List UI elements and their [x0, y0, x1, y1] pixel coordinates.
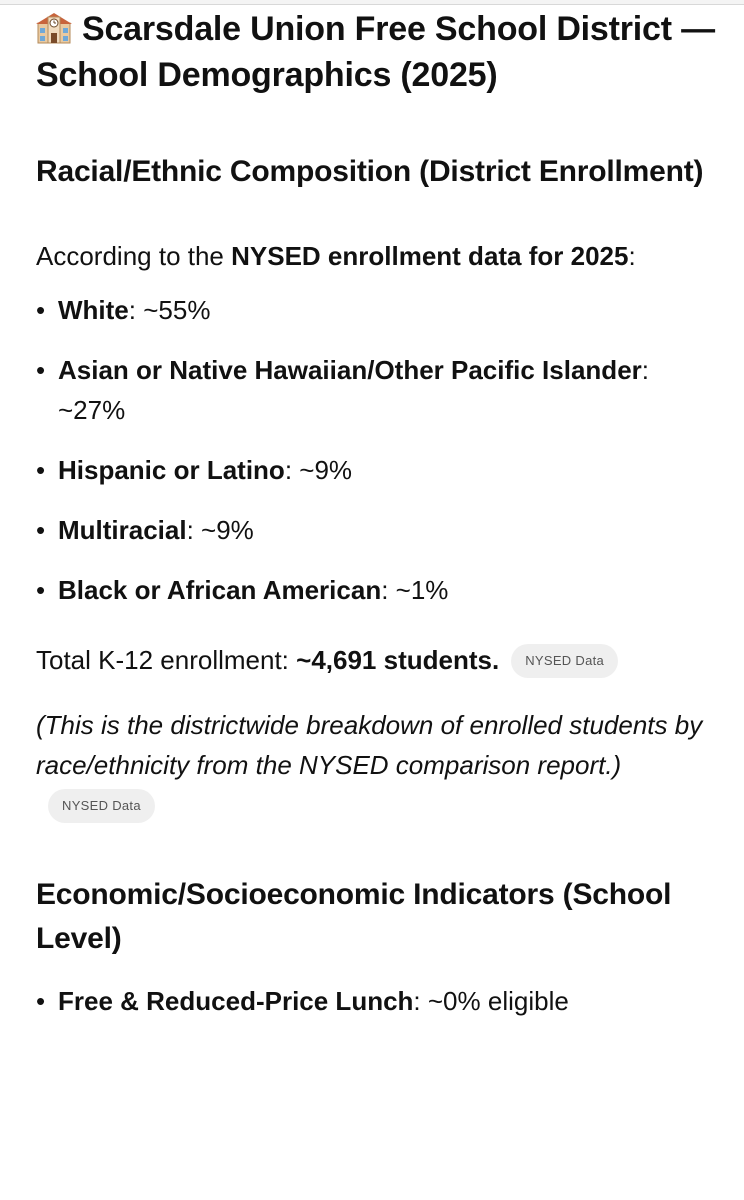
school-building-icon	[36, 9, 72, 45]
article-content	[36, 6, 716, 1041]
list-item	[36, 350, 716, 430]
item-value: : ~55%	[128, 295, 211, 325]
item-value: : ~27%	[58, 355, 650, 425]
note-text: (This is the districtwide breakdown of enrolled students by race/ethnicity from the NYSED comparison report.)	[36, 710, 703, 780]
list-item	[36, 510, 716, 550]
item-value: : ~0% eligible	[413, 986, 569, 1016]
intro-prefix: According to the	[36, 241, 232, 271]
item-label: Hispanic or Latino	[58, 455, 285, 485]
item-label: Asian or Native Hawaiian/Other Pacific Islander	[58, 355, 642, 385]
source-badge[interactable]: NYSED Data	[511, 644, 618, 678]
racial-composition-heading: Racial/Ethnic Composition (District Enrollment)	[36, 155, 704, 188]
item-value: : ~1%	[381, 575, 449, 605]
item-label: Black or African American	[58, 575, 382, 605]
total-enrollment	[36, 640, 716, 680]
bullet: •	[36, 575, 46, 605]
item-value: : ~9%	[186, 515, 254, 545]
page-title-text: Scarsdale Union Free School District — School Demographics (2025)	[36, 10, 715, 94]
page-title	[36, 6, 716, 98]
economic-indicators-list	[36, 981, 716, 1021]
top-divider	[0, 0, 744, 5]
list-item	[36, 450, 716, 490]
bullet: •	[36, 355, 46, 385]
intro-source: NYSED enrollment data for 2025	[231, 241, 629, 271]
item-label: Free & Reduced-Price Lunch	[58, 986, 414, 1016]
racial-composition-list	[36, 290, 716, 610]
intro-paragraph	[36, 236, 716, 276]
total-prefix: Total K-12 enrollment:	[36, 645, 297, 675]
bullet: •	[36, 986, 46, 1016]
source-badge[interactable]: NYSED Data	[48, 789, 155, 823]
total-value: ~4,691 students.	[296, 645, 500, 675]
list-item	[36, 290, 716, 330]
item-label: Multiracial	[58, 515, 187, 545]
economic-indicators-heading: Economic/Socioeconomic Indicators (School Level)	[36, 878, 672, 955]
breakdown-note	[36, 705, 716, 825]
intro-suffix: :	[628, 241, 636, 271]
item-value: : ~9%	[284, 455, 353, 485]
bullet: •	[36, 455, 46, 485]
list-item	[36, 570, 716, 610]
bullet: •	[36, 295, 46, 325]
bullet: •	[36, 515, 46, 545]
item-label: White	[58, 295, 129, 325]
list-item	[36, 981, 716, 1021]
